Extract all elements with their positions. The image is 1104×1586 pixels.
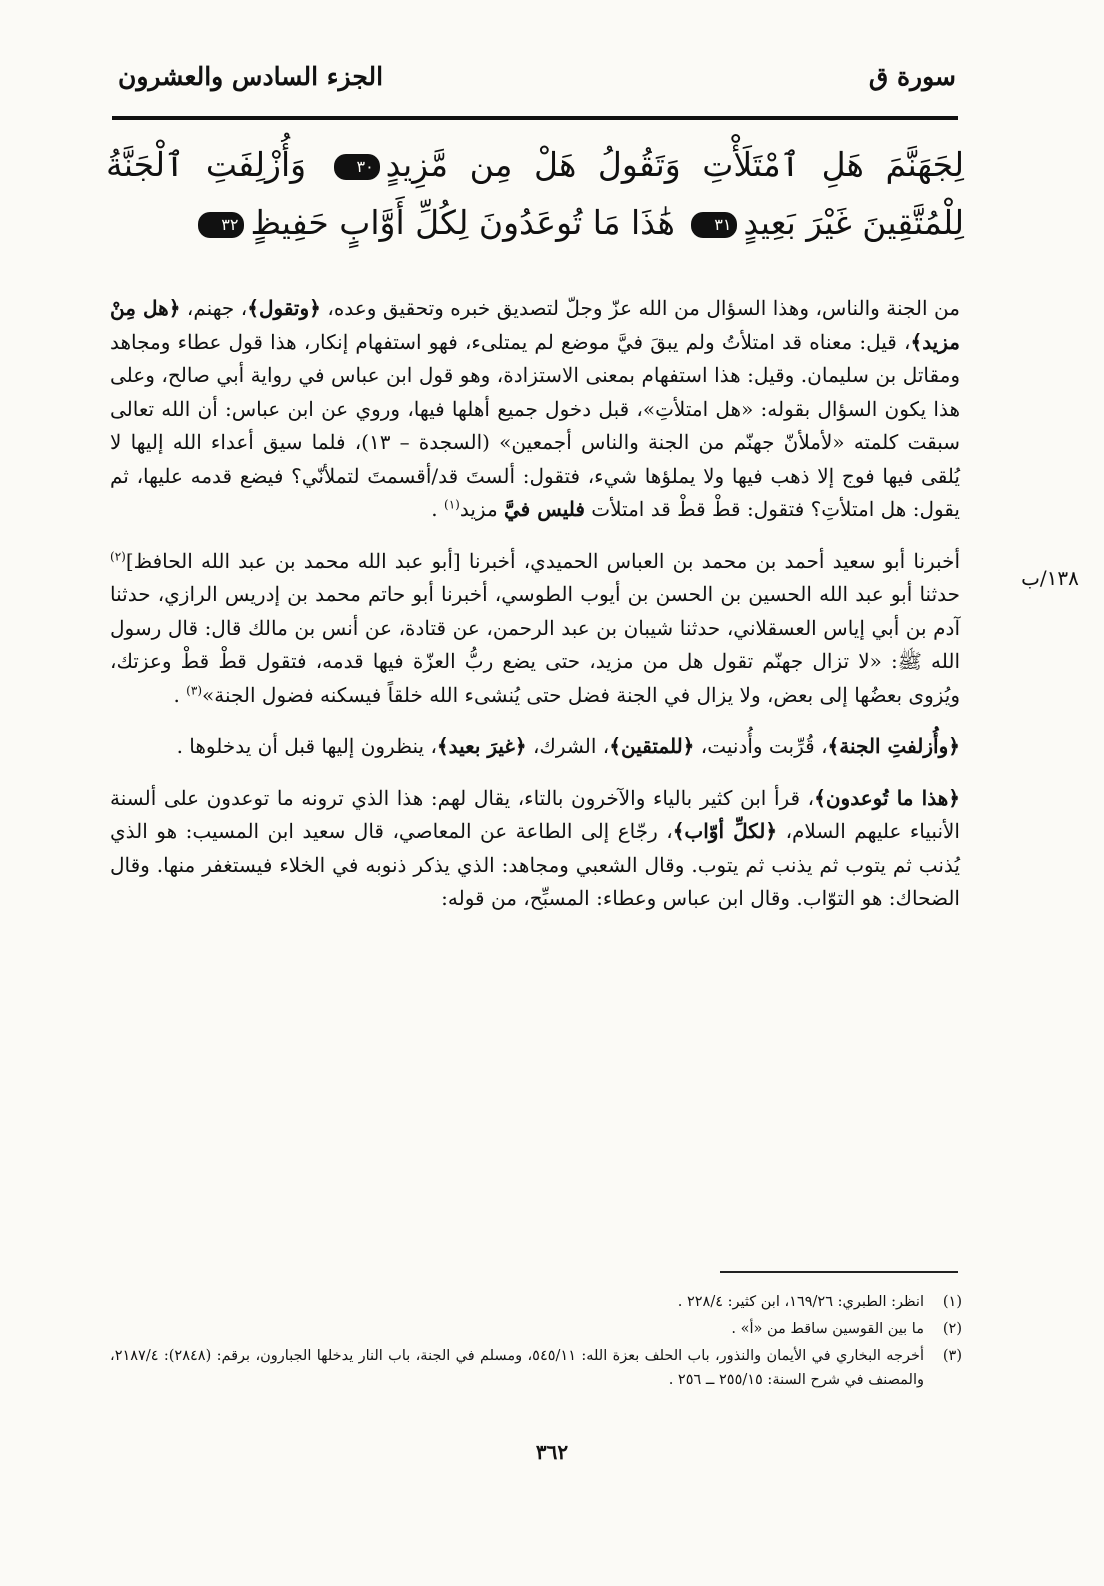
footnote-number: (١) — [942, 1294, 962, 1310]
verse-text: وَأُزْلِفَتِ ٱلْجَنَّةُ لِلْمُتَّقِينَ غَيْرَ بَعِيدٍ — [106, 145, 964, 242]
manuscript-folio-note: ١٣٨/ب — [1021, 566, 1079, 590]
text-run: مزيد — [459, 497, 505, 521]
text-run: . — [173, 682, 187, 707]
quran-quote: ﴿وأُزلفتِ الجنة﴾ — [827, 734, 960, 758]
commentary-paragraph — [110, 292, 960, 527]
quran-verse-block — [106, 136, 964, 252]
text-run: ، رجّاع إلى الطاعة عن المعاصي، قال سعيد ابن المسيب: هو الذي يُذنب ثم يتوب ثم يذنب ثم يتوب. وقال الشعبي ومجاهد: الذي يذكر ذنوبه في الخلاء فيستغفر منها. وقال الضحاك: هو التوّاب. وقال ابن عباس وعطاء: المسبِّح، من قوله: — [110, 819, 960, 910]
footnote-item — [110, 1317, 962, 1341]
commentary-paragraph — [110, 730, 960, 764]
commentary-paragraph — [110, 545, 960, 713]
commentary-paragraph — [110, 782, 960, 916]
footnote-item — [110, 1344, 962, 1392]
text-run: ، قرأ ابن كثير بالياء والآخرون بالتاء، يقال لهم: هذا الذي ترونه ما توعدون على ألسنة الأنبياء عليهم السلام، — [110, 785, 960, 843]
text-run: . — [431, 497, 445, 521]
commentary-body — [110, 292, 960, 934]
quran-quote: ﴿غيرَ بعيد﴾ — [436, 734, 527, 758]
verse-number-marker: ٣٠ — [334, 154, 380, 180]
text-run: ، جهنم، — [180, 296, 248, 320]
text-run: من الجنة والناس، وهذا السؤال من الله عزّ وجلّ لتصديق خبره وتحقيق وعده، — [320, 296, 960, 320]
verse-number-marker: ٣٢ — [198, 212, 244, 238]
footnote-ref: (١) — [444, 497, 460, 512]
footnote-number: (٣) — [942, 1348, 962, 1364]
verse-text: لِجَهَنَّمَ هَلِ ٱمْتَلَأْتِ وَتَقُولُ هَلْ مِن مَّزِيدٍ — [385, 145, 964, 184]
header-rule — [112, 116, 958, 120]
footnote-rule — [720, 1271, 958, 1273]
quran-quote: ﴿وتقول﴾ — [247, 296, 321, 320]
verse-text: هَٰذَا مَا تُوعَدُونَ لِكُلِّ أَوَّابٍ حَفِيظٍ — [250, 203, 675, 242]
verse-number-marker: ٣١ — [691, 212, 737, 238]
emphasis-text: فليس فيَّ — [504, 497, 585, 521]
quran-quote: ﴿لكلِّ أوّاب﴾ — [672, 819, 778, 843]
footnote-number: (٢) — [942, 1321, 962, 1337]
text-run: حدثنا أبو عبد الله الحسين بن الحسن بن أيوب الطوسي، أخبرنا أبو حاتم محمد بن إدريس الرازي، حدثنا آدم بن أبي إياس العسقلاني، حدثنا شيبان بن عبد الرحمن، عن قتادة، عن أنس بن مالك قال: قال رسول الله ﷺ: «لا تزال جهنّم تقول هل من مزيد، حتى يضع ربُّ العزّة فيها قدمه، فتقول قطْ قطْ وعزتك، ويُزوى بعضُها إلى بعض، ولا يزال في الجنة فضل حتى يُنشىء الله خلقاً فيسكنه فضول الجنة» — [110, 582, 960, 707]
footnote-ref: (٢) — [110, 548, 126, 563]
running-header — [118, 52, 956, 100]
footnote-text: ما بين القوسين ساقط من «أ» . — [731, 1321, 924, 1337]
footnote-item — [110, 1290, 962, 1314]
text-run: أخبرنا أبو سعيد أحمد بن محمد بن العباس الحميدي، أخبرنا [أبو عبد الله محمد بن عبد الله الحافظ] — [125, 548, 960, 573]
text-run: ، الشرك، — [526, 734, 610, 758]
part-title: الجزء السادس والعشرون — [118, 62, 384, 91]
footnote-text: أخرجه البخاري في الأيمان والنذور، باب الحلف بعزة الله: ٥٤٥/١١، ومسلم في الجنة، باب النار يدخلها الجبارون، برقم: (٢٨٤٨): ٢١٨٧/٤، والمصنف في شرح السنة: ٢٥٥/١٥ ــ ٢٥٦ . — [110, 1348, 925, 1388]
text-run: ، ينظرون إليها قبل أن يدخلوها . — [176, 734, 437, 758]
surah-title: سورة ق — [868, 62, 956, 91]
footnote-ref: (٣) — [186, 682, 202, 697]
text-run: ، قيل: معناه قد امتلأتُ ولم يبقَ فيَّ موضع لم يمتلىء، فهو استفهام إنكار، هذا قول عطاء ومجاهد ومقاتل بن سليمان. وقيل: هذا استفهام بمعنى الاستزادة، وهو قول ابن عباس في رواية أبي صالح، وعلى هذا يكون السؤال بقوله: «هل امتلأتِ»، قبل دخول جميع أهلها فيها، وروي عن ابن عباس: أن الله تعالى سبقت كلمته «لأملأنّ جهنّم من الجنة والناس أجمعين» (السجدة – ١٣)، فلما سيق أعداء الله إليها لا يُلقى فيها فوج إلا ذهب فيها ولا يملؤها شيء، فتقول: ألستَ قد/أقسمتَ لتملأنّي؟ فيضع قدمه عليها، ثم يقول: هل امتلأتِ؟ فتقول: قطْ قطْ قد امتلأت — [110, 329, 960, 521]
quran-quote: ﴿هل مِنْ مزيد﴾ — [110, 296, 960, 354]
page-number: ٣٦٢ — [535, 1440, 569, 1464]
text-run: ، قُرِّبت وأُدنيت، — [694, 734, 828, 758]
quran-quote: ﴿للمتقين﴾ — [609, 734, 695, 758]
footnote-text: انظر: الطبري: ١٦٩/٢٦، ابن كثير: ٢٢٨/٤ . — [677, 1294, 924, 1310]
quran-quote: ﴿هذا ما تُوعدون﴾ — [814, 785, 960, 810]
footnotes — [110, 1290, 962, 1395]
